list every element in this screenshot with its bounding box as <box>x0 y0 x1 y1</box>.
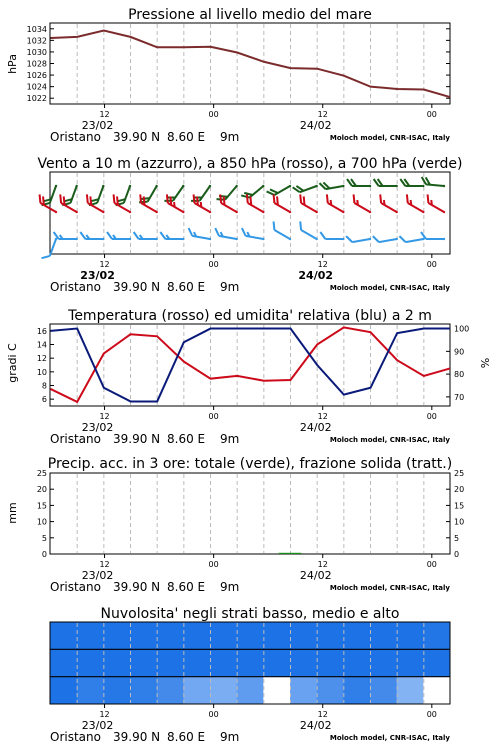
cloud-cell <box>397 649 424 677</box>
date-label: 23/02 <box>81 119 114 132</box>
cloud-cell <box>263 622 290 650</box>
y-tick-label: 1022 <box>26 94 47 104</box>
precip-ylabel: mm <box>6 502 19 524</box>
cloud-cell <box>50 649 77 677</box>
y-tick-label: 25 <box>36 469 47 478</box>
location-lon: 8.60 E <box>167 580 206 594</box>
date-label: 24/02 <box>299 119 332 132</box>
cloud-cell <box>183 622 210 650</box>
pressure-title: Pressione al livello medio del mare <box>128 7 372 23</box>
barb-flag <box>42 254 50 261</box>
y-tick-label: 0 <box>41 550 47 559</box>
major-tick-label: 12 <box>99 110 110 119</box>
major-tick-label: 12 <box>99 710 110 719</box>
plot-frame <box>50 324 450 406</box>
location-elev: 9m <box>220 432 240 446</box>
location-elev: 9m <box>220 580 240 594</box>
cloud-cell <box>397 677 424 705</box>
major-tick-label: 00 <box>208 412 219 421</box>
location-lon: 8.60 E <box>167 280 206 294</box>
cloud-cell <box>423 622 450 650</box>
cloud-cell <box>157 649 184 677</box>
cloud-cell <box>263 677 290 705</box>
cloud-cell <box>343 677 370 705</box>
location-lat: 39.90 N <box>113 280 161 294</box>
cloud-cell <box>290 649 317 677</box>
y-tick-label: 8 <box>41 381 47 391</box>
location-lon: 8.60 E <box>167 432 206 446</box>
cloud-cell <box>77 677 104 705</box>
date-label: 24/02 <box>299 421 332 434</box>
major-tick-label: 00 <box>208 260 219 269</box>
model-credit: Moloch model, CNR-ISAC, Italy <box>329 134 450 142</box>
model-credit: Moloch model, CNR-ISAC, Italy <box>329 584 450 592</box>
location-elev: 9m <box>220 730 240 744</box>
temp-title: Temperatura (rosso) ed umidita' relativa (blu) a 2 m <box>68 308 432 324</box>
barb-origin <box>443 238 445 240</box>
cloud-cell <box>103 677 130 705</box>
location-lat: 39.90 N <box>113 130 161 144</box>
model-credit: Moloch model, CNR-ISAC, Italy <box>329 436 450 444</box>
location-elev: 9m <box>220 280 240 294</box>
y-tick-label: 1028 <box>26 59 47 69</box>
y-tick-label-right: 100 <box>454 324 470 334</box>
y-tick-label-right: 80 <box>454 370 465 380</box>
y-tick-label: 5 <box>41 533 47 543</box>
barb-origin <box>102 238 104 240</box>
cloud-cell <box>157 677 184 705</box>
major-tick-label: 00 <box>208 110 219 119</box>
cloud-cell <box>397 622 424 650</box>
major-tick-label: 00 <box>426 710 437 719</box>
y-tick-label: 6 <box>41 395 47 405</box>
cloud-cell <box>77 622 104 650</box>
barb-origin <box>369 185 371 187</box>
plot-frame <box>50 473 450 554</box>
cloud-panel <box>50 606 451 744</box>
temp-ylabel: gradi C <box>6 343 19 383</box>
major-tick-label: 00 <box>208 710 219 719</box>
date-label: 23/02 <box>81 421 114 434</box>
cloud-cell <box>370 622 397 650</box>
location-lon: 8.60 E <box>167 730 206 744</box>
major-tick-label: 12 <box>317 710 328 719</box>
y-tick-label: 10 <box>36 517 47 527</box>
precip-bar <box>279 553 302 554</box>
cloud-cell <box>50 677 77 705</box>
y-tick-label: 1026 <box>26 71 47 81</box>
y-tick-label: 15 <box>36 501 47 511</box>
cloud-cell <box>343 622 370 650</box>
plot-frame <box>50 23 450 104</box>
location-name: Oristano <box>50 730 101 744</box>
date-label: 24/02 <box>299 719 332 732</box>
major-tick-label: 00 <box>426 412 437 421</box>
major-tick-label: 12 <box>99 412 110 421</box>
y-tick-label-right: 10 <box>454 517 465 527</box>
major-tick-label: 00 <box>426 560 437 569</box>
cloud-cell <box>130 677 157 705</box>
wind-title: Vento a 10 m (azzurro), a 850 hPa (rosso), a 700 hPa (verde) <box>37 156 463 172</box>
major-tick-label: 12 <box>317 110 328 119</box>
date-label: 24/02 <box>299 569 332 582</box>
location-lat: 39.90 N <box>113 580 161 594</box>
cloud-cell <box>77 649 104 677</box>
cloud-title: Nuvolosita' negli strati basso, medio e alto <box>100 606 400 622</box>
cloud-cell <box>317 622 344 650</box>
date-label: 23/02 <box>80 269 115 282</box>
location-elev: 9m <box>220 130 240 144</box>
major-tick-label: 00 <box>426 110 437 119</box>
humidity-ylabel: % <box>479 357 492 369</box>
y-tick-label: 1034 <box>26 24 47 34</box>
barb-origin <box>422 185 424 187</box>
barb-origin <box>155 238 157 240</box>
location-lat: 39.90 N <box>113 432 161 446</box>
y-tick-label-right: 15 <box>454 501 465 511</box>
major-tick-label: 12 <box>99 260 110 269</box>
major-tick-label: 00 <box>208 560 219 569</box>
cloud-cell <box>317 677 344 705</box>
y-tick-label: 1032 <box>26 36 47 46</box>
cloud-cell <box>237 677 264 705</box>
date-label: 23/02 <box>81 719 114 732</box>
major-tick-label: 12 <box>317 260 328 269</box>
date-label: 24/02 <box>298 269 334 282</box>
location-name: Oristano <box>50 580 101 594</box>
location-lat: 39.90 N <box>113 730 161 744</box>
cloud-cell <box>50 622 77 650</box>
cloud-cell <box>183 649 210 677</box>
wind-panel <box>35 156 462 294</box>
pressure-ylabel: hPa <box>6 54 19 74</box>
cloud-cell <box>290 622 317 650</box>
y-tick-label-right: 0 <box>454 550 460 559</box>
cloud-cell <box>183 677 210 705</box>
y-tick-label-right: 25 <box>454 469 465 478</box>
cloud-cell <box>343 649 370 677</box>
major-tick-label: 12 <box>317 560 328 569</box>
cloud-cell <box>370 677 397 705</box>
location-name: Oristano <box>50 130 101 144</box>
y-tick-label: 20 <box>36 485 47 495</box>
barb-origin <box>395 185 397 187</box>
y-tick-label: 1030 <box>26 47 47 57</box>
cloud-cell <box>130 649 157 677</box>
barb-origin <box>75 238 77 240</box>
date-label: 23/02 <box>81 569 114 582</box>
cloud-cell <box>210 622 237 650</box>
y-tick-label: 1024 <box>26 82 47 92</box>
cloud-cell <box>210 649 237 677</box>
cloud-cell <box>423 649 450 677</box>
cloud-cell <box>263 649 290 677</box>
cloud-cell <box>423 677 450 705</box>
y-tick-label-right: 90 <box>454 347 465 357</box>
barb-origin <box>182 238 184 240</box>
y-tick-label: 10 <box>36 367 47 377</box>
y-tick-label-right: 70 <box>454 392 465 402</box>
cloud-cell <box>317 649 344 677</box>
cloud-cell <box>210 677 237 705</box>
major-tick-label: 12 <box>99 560 110 569</box>
location-name: Oristano <box>50 280 101 294</box>
model-credit: Moloch model, CNR-ISAC, Italy <box>329 284 450 292</box>
y-tick-label: 14 <box>36 340 47 350</box>
y-tick-label-right: 5 <box>454 533 460 543</box>
location-name: Oristano <box>50 432 101 446</box>
cloud-cell <box>157 622 184 650</box>
pressure-panel <box>6 7 450 144</box>
temp-humidity-panel <box>6 308 492 446</box>
barb-origin <box>342 238 344 240</box>
cloud-cell <box>130 622 157 650</box>
model-credit: Moloch model, CNR-ISAC, Italy <box>329 734 450 742</box>
y-tick-label: 16 <box>36 326 47 336</box>
cloud-cell <box>290 677 317 705</box>
barb-origin <box>129 238 131 240</box>
precip-title: Precip. acc. in 3 ore: totale (verde), frazione solida (tratt.) <box>47 456 453 472</box>
major-tick-label: 12 <box>317 412 328 421</box>
cloud-cell <box>103 649 130 677</box>
cloud-cell <box>103 622 130 650</box>
y-tick-label-right: 20 <box>454 485 465 495</box>
precip-panel <box>6 456 464 594</box>
y-tick-label: 12 <box>36 354 47 364</box>
major-tick-label: 00 <box>426 260 437 269</box>
plot-frame <box>50 172 450 254</box>
cloud-cell <box>370 649 397 677</box>
cloud-cell <box>237 622 264 650</box>
cloud-cell <box>237 649 264 677</box>
location-lon: 8.60 E <box>167 130 206 144</box>
